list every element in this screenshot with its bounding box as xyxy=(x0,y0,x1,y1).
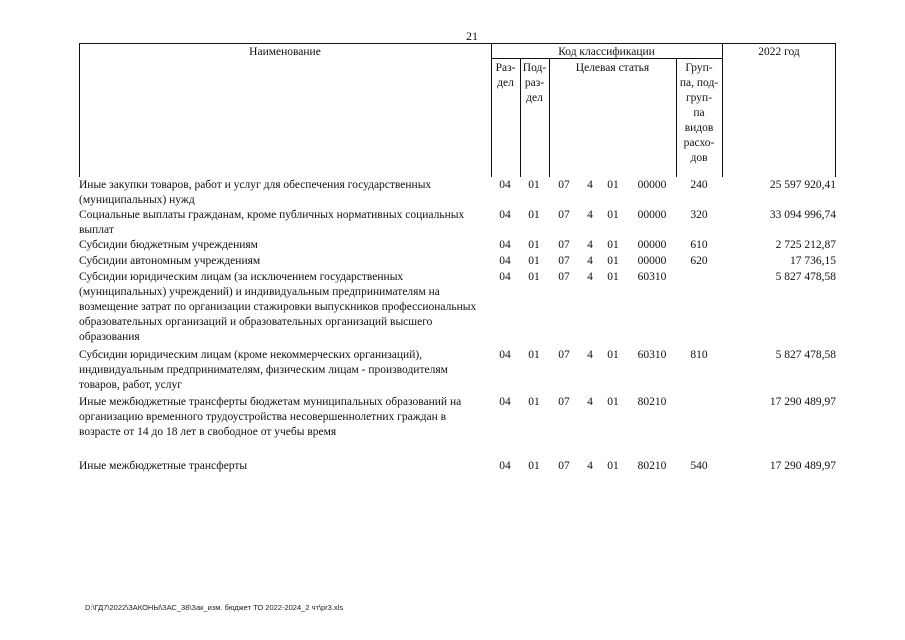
row-target-2: 4 xyxy=(587,271,593,283)
header-code: Код классификации xyxy=(558,46,655,58)
row-amount: 25 597 920,41 xyxy=(769,179,836,191)
row-group: 320 xyxy=(690,209,708,221)
header-group: Груп- па, под- груп- па видов расхо- дов xyxy=(679,62,719,164)
row-podrazdel: 01 xyxy=(528,271,540,283)
row-target-4: 00000 xyxy=(637,179,667,191)
row-target-2: 4 xyxy=(587,239,593,251)
row-razdel: 04 xyxy=(499,271,511,283)
row-target-1: 07 xyxy=(558,349,570,361)
row-group: 240 xyxy=(690,179,708,191)
row-razdel: 04 xyxy=(499,396,511,408)
row-podrazdel: 01 xyxy=(528,396,540,408)
row-podrazdel: 01 xyxy=(528,209,540,221)
row-amount: 17 736,15 xyxy=(790,255,836,267)
row-razdel: 04 xyxy=(499,460,511,472)
row-group: 540 xyxy=(690,460,708,472)
row-target-2: 4 xyxy=(587,349,593,361)
row-amount: 33 094 996,74 xyxy=(769,209,836,221)
row-target-3: 01 xyxy=(607,239,619,251)
page-number: 21 xyxy=(466,29,478,43)
row-amount: 17 290 489,97 xyxy=(769,460,836,472)
row-target-4: 00000 xyxy=(637,255,667,267)
row-razdel: 04 xyxy=(499,239,511,251)
row-target-4: 80210 xyxy=(637,460,667,472)
row-group: 810 xyxy=(690,349,708,361)
row-target-1: 07 xyxy=(558,271,570,283)
header-razdel: Раз- дел xyxy=(495,62,516,89)
row-group: 620 xyxy=(690,255,708,267)
row-podrazdel: 01 xyxy=(528,239,540,251)
row-group: 610 xyxy=(690,239,708,251)
row-target-2: 4 xyxy=(587,396,593,408)
row-amount: 2 725 212,87 xyxy=(775,239,836,251)
row-target-3: 01 xyxy=(607,209,619,221)
row-podrazdel: 01 xyxy=(528,460,540,472)
header-podrazdel: Под- раз- дел xyxy=(522,62,547,104)
row-target-4: 60310 xyxy=(637,271,667,283)
row-razdel: 04 xyxy=(499,179,511,191)
row-target-2: 4 xyxy=(587,460,593,472)
row-target-3: 01 xyxy=(607,396,619,408)
row-target-2: 4 xyxy=(587,179,593,191)
row-name: Субсидии юридическим лицам (за исключением государственных (муниципальных) учреждений) и индивидуальным предпринимателям на возмещение затрат по организации стажировки выпускников профессиональных образовательных организаций и образовательных организаций высшего образования xyxy=(79,271,477,343)
header-target: Целевая статья xyxy=(575,62,650,74)
row-name: Субсидии юридическим лицам (кроме некоммерческих организаций), индивидуальным предпринимателям, физическим лицам - производителям товаров, работ, услуг xyxy=(79,349,448,391)
row-target-1: 07 xyxy=(558,396,570,408)
row-amount: 17 290 489,97 xyxy=(769,396,836,408)
row-name: Социальные выплаты гражданам, кроме публичных нормативных социальных выплат xyxy=(79,209,465,236)
row-target-1: 07 xyxy=(558,239,570,251)
row-target-3: 01 xyxy=(607,460,619,472)
row-target-1: 07 xyxy=(558,179,570,191)
row-podrazdel: 01 xyxy=(528,179,540,191)
header-name: Наименование xyxy=(249,46,321,58)
divider-group xyxy=(722,43,723,177)
row-target-4: 80210 xyxy=(637,396,667,408)
row-amount: 5 827 478,58 xyxy=(775,349,836,361)
row-target-3: 01 xyxy=(607,179,619,191)
row-target-1: 07 xyxy=(558,209,570,221)
divider-podrazdel xyxy=(549,59,550,177)
row-target-2: 4 xyxy=(587,255,593,267)
row-target-3: 01 xyxy=(607,271,619,283)
row-razdel: 04 xyxy=(499,349,511,361)
header-year: 2022 год xyxy=(758,46,800,58)
file-path-footer: D:\ГД7\2022\ЗАКОНЫ\ЗАС_38\Зак_изм. бюджет ТО 2022-2024_2 чт\pr3.xls xyxy=(85,603,344,612)
row-target-2: 4 xyxy=(587,209,593,221)
row-target-3: 01 xyxy=(607,349,619,361)
row-razdel: 04 xyxy=(499,209,511,221)
row-target-4: 60310 xyxy=(637,349,667,361)
row-razdel: 04 xyxy=(499,255,511,267)
row-target-3: 01 xyxy=(607,255,619,267)
row-target-1: 07 xyxy=(558,255,570,267)
row-name: Иные закупки товаров, работ и услуг для обеспечения государственных (муниципальных) нужд xyxy=(79,179,432,206)
row-name: Субсидии бюджетным учреждениям xyxy=(79,239,258,251)
row-name: Субсидии автономным учреждениям xyxy=(79,255,261,267)
row-target-1: 07 xyxy=(558,460,570,472)
row-name: Иные межбюджетные трансферты xyxy=(79,460,248,472)
row-name: Иные межбюджетные трансферты бюджетам муниципальных образований на организацию временного трудоустройства несовершеннолетних граждан в возрасте от 14 до 18 лет в свободное от учебы время xyxy=(79,396,462,438)
row-amount: 5 827 478,58 xyxy=(775,271,836,283)
row-podrazdel: 01 xyxy=(528,255,540,267)
row-target-4: 00000 xyxy=(637,209,667,221)
row-podrazdel: 01 xyxy=(528,349,540,361)
row-target-4: 00000 xyxy=(637,239,667,251)
